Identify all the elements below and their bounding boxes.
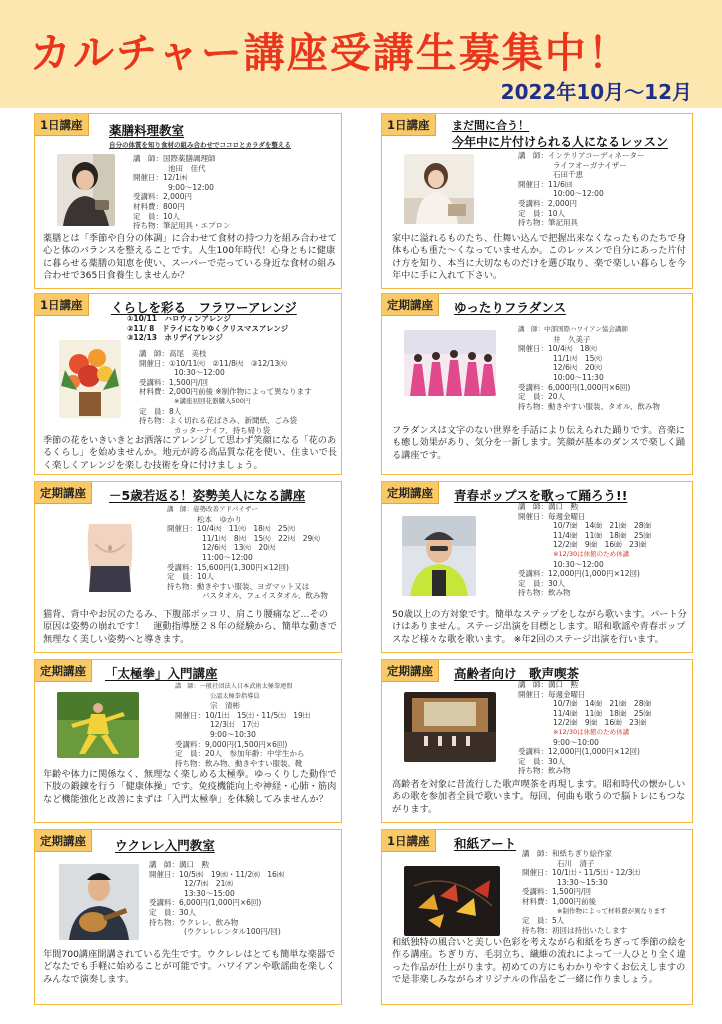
course-photo-instructor [404, 154, 474, 224]
course-subtitle: 自分の体質を知り食材の組み合わせでココロとカラダを整える [109, 141, 291, 149]
course-photo-hula [404, 330, 496, 396]
course-card-taichi [34, 659, 342, 823]
course-description: フラダンスは文字のない世界を手話により伝えられた踊りです。音楽にも癒し効果があり、気分を一新します。笑顔が基本のダンスで楽しく踊る講座です。 [392, 425, 686, 461]
course-photo-instructor [57, 154, 115, 226]
page-title: カルチャー講座受講生募集中！ [30, 29, 631, 77]
course-details: 講 師：インテリアコーディネーター ライフオーガナイザー 石田千恵 開催日：11/6㈰ 10:00～12:00 受講料：2,000円 定 員：10人 持ち物：筆記用具 [518, 151, 645, 228]
course-title: くらしを彩る フラワーアレンジ [111, 300, 297, 315]
course-photo-washi-art [404, 866, 500, 936]
course-details: 講 師：溝口 勲 開催日：毎週金曜日 10/7㈮ 14㈮ 21㈮ 28㈮ 11/4㈮ 11㈮ 18㈮ 25㈮ 12/2㈮ 9㈮ 16㈮ 23㈮ ※12/30は休館のため休講 10:30～12:00 受講料：12,000円(1,000円×12回) 定 員：30人 持ち物：飲み物 [518, 502, 651, 598]
course-card-hula [381, 293, 693, 475]
course-photo-posture [73, 524, 147, 592]
course-badge: 定期講座 [35, 660, 92, 682]
course-badge: 定期講座 [35, 830, 92, 852]
course-card-kayo [381, 659, 693, 823]
course-details: 講 師：溝口 勲 開催日：毎週金曜日 10/7㈮ 14㈮ 21㈮ 28㈮ 11/4㈮ 11㈮ 18㈮ 25㈮ 12/2㈮ 9㈮ 16㈮ 23㈮ ※12/30は休館のため休講 9:00～10:00 受講料：12,000円(1,000円×12回) 定 員：30人 持ち物：飲み物 [518, 680, 651, 776]
course-description: 高齢者を対象に昔流行した歌声喫茶を再現します。昭和時代の懐かしいあの歌を参加者全員で歌います。毎回、何曲も歌うので脳トレにもつながります。 [392, 779, 686, 815]
course-card-posture [34, 481, 342, 653]
course-title: 薬膳料理教室 [109, 123, 185, 138]
course-lineup: ①10/11 ハロウィンアレンジ ②11/ 8 ドライになりゆくクリスマスアレンジ ③12/13 ホリデイアレンジ [127, 314, 289, 343]
course-title: 「太極拳」入門講座 [105, 666, 218, 681]
course-badge: 1日講座 [382, 830, 436, 852]
course-photo-taichi [57, 692, 139, 758]
course-badge: 定期講座 [382, 294, 439, 316]
course-description: 猫背、背中やお尻のたるみ、下腹部ポッコリ、肩こり腰痛など…その原因は姿勢の崩れです！ 運動指導歴２８年の経験から、簡単な動きで無理なく美しい姿勢へと導きます。 [43, 609, 337, 645]
course-card-pops [381, 481, 693, 653]
course-badge: 1日講座 [35, 114, 89, 136]
course-photo-instructor [402, 516, 476, 596]
course-title: 青春ポップスを歌って踊ろう!! [454, 488, 628, 503]
course-details: 講 師：中部国際ハワイアン協会講師 井 久美子 開催日：10/4㈫ 18㈫ 11/1㈫ 15㈫ 12/6㈫ 20㈫ 10:00～11:30 受講料：6,000円(1,000円×6回) 定 員：20人 持ち物：動きやすい服装、タオル、飲み物 [518, 325, 660, 411]
course-details: 講 師：溝口 勲 開催日：10/5㈬ 19㈬・11/2㈬ 16㈬ 12/7㈬ 21㈬ 13:30～15:00 受講料：6,000円(1,000円×6回) 定 員：30人 持ち物：ウクレレ、飲み物 (ウクレレレンタル100円/回) [149, 860, 285, 937]
course-badge: 1日講座 [382, 114, 436, 136]
course-card-ukulele [34, 829, 342, 1005]
course-title: ゆったりフラダンス [454, 300, 567, 315]
course-description: 50歳以上の方対象です。簡単なステップをしながら歌います。パート分けはありません。ステージ出演を目標とします。昭和歌謡や青春ポップスなど様々な歌を歌います。 ※年2回のステージ出演を行います。 [392, 609, 687, 645]
course-title: －5歳若返る！姿勢美人になる講座 [109, 488, 306, 503]
course-photo-instructor [59, 864, 139, 940]
course-badge: 定期講座 [35, 482, 92, 504]
course-title: ウクレレ入門教室 [115, 838, 215, 853]
course-details: 講 師：和紙ちぎり絵作家 石川 清子 開催日：10/1㈯・11/5㈯・12/3㈯ 13:30～15:30 受講料：1,500円/回 材料費：1,000円前後 ※制作物によって材料費が異なります 定 員：5人 持ち物：初回は持出いたします [522, 849, 667, 935]
period-label: 2022年10月～12月 [500, 80, 692, 104]
course-description: 家中に溢れるものたち、仕舞い込んで把握出来なくなったものたちで身体も心も重た～くなっていませんか。このレッスンで自分にあった片付け方を知り、本当に大切なものだけを選び取り、楽で楽しい暮らしを今年中に手に入れて下さい。 [392, 233, 686, 282]
course-title: 今年中に片付けられる人になるレッスン [452, 135, 668, 149]
course-description: 薬膳とは「季節や自分の体調」に合わせて食材の持つ力を組み合わせて心と体のバランスを整えることです。人生100年時代！心身ともに健康に暮らせる薬膳の知恵を使い、スーパーで売っている身近な食材の組み合わせで365日食養生しませんか？ [43, 233, 337, 282]
course-card-flower [34, 293, 342, 475]
course-photo-stage [404, 692, 496, 762]
course-badge: 定期講座 [382, 482, 439, 504]
page-header [0, 0, 722, 108]
course-photo-flowers [59, 340, 121, 418]
course-details: 講 師：高尾 美枝 開催日：①10/11㈫ ②11/8㈫ ③12/13㈫ 10:30～12:00 受講料：1,500円/回 材料費：2,000円前後 ※制作物によって異なります ※講座初回花器購入500円 定 員：8人 持ち物：よく切れる花ばさみ、新聞紙、ごみ袋 カッターナイフ、持ち帰り袋 [139, 349, 312, 435]
course-card-katazuke [381, 113, 693, 289]
course-description: 年齢や体力に関係なく、無理なく楽しめる太極拳。ゆっくりした動作で下肢の鍛錬を行う「健康体操」です。免疫機能向上や神経・心肺・筋肉など機能強化と改善にまずは「入門太極拳」を体験してみませんか？ [43, 769, 337, 805]
course-badge: 定期講座 [382, 660, 439, 682]
course-card-yakuzen [34, 113, 342, 289]
course-title-pre: まだ間に合う！ [452, 119, 529, 132]
course-details: 講 師：姿勢改善アドバイザー 松本 ゆかり 開催日：10/4㈫ 11㈫ 18㈫ 25㈫ 11/1㈫ 8㈫ 15㈫ 22㈫ 29㈫ 12/6㈫ 13㈫ 20㈫ 11:00～12:00 受講料：15,600円(1,300円×12回) 定 員：10人 持ち物：動きやすい服装、ヨガマット又は バスタオル、フェイスタオル、飲み物 [167, 505, 328, 601]
course-title: 高齢者向け 歌声喫茶 [454, 666, 580, 681]
course-description: 年間700講座開講されている先生です。ウクレレはとても簡単な楽器でどなたでも手軽に始めることが可能です。ハワイアンや歌謡曲を楽しくみんなで演奏します。 [43, 949, 336, 985]
course-title: 和紙アート [454, 836, 517, 851]
course-details: 講 師：国際薬膳調理師 池田 佳代 開催日：12/1㈭ 9:00～12:00 受講料：2,000円 材料費：800円 定 員：10人 持ち物：筆記用具・エプロン [133, 154, 231, 231]
course-description: 和紙独特の風合いと美しい色彩を考えながら和紙をちぎって季節の絵を作る講座。ちぎり方、毛羽立ち、繊維の流れによって一人ひとり全く違った作品が仕上がります。初めての方にもわかりやすくお伝えしますので是非楽しみながらオリジナルの作品をご一緒に作りましょう。 [392, 937, 686, 986]
course-description: 季節の花をいきいきとお洒落にアレンジして思わず笑顔になる「花のあるくらし」を始めませんか。地元が誇る高品質な花を使い、住まいで長く楽しくアレンジを楽しむ技術を身に付けましょう。 [43, 435, 337, 471]
course-badge: 1日講座 [35, 294, 89, 316]
course-card-washi [381, 829, 693, 1005]
course-details: 講 師：一般社団法人日本武術太極拳連盟 公認太極拳指導員 宗 清彬 開催日：10/1㈯ 15㈯・11/5㈯ 19㈯ 12/3㈯ 17㈯ 9:00～10:30 受講料：9,000円(1,500円×6回) 定 員：20人 参加年齢：中学生から 持ち物：飲み物、動きやすい服装、靴 [175, 683, 311, 768]
